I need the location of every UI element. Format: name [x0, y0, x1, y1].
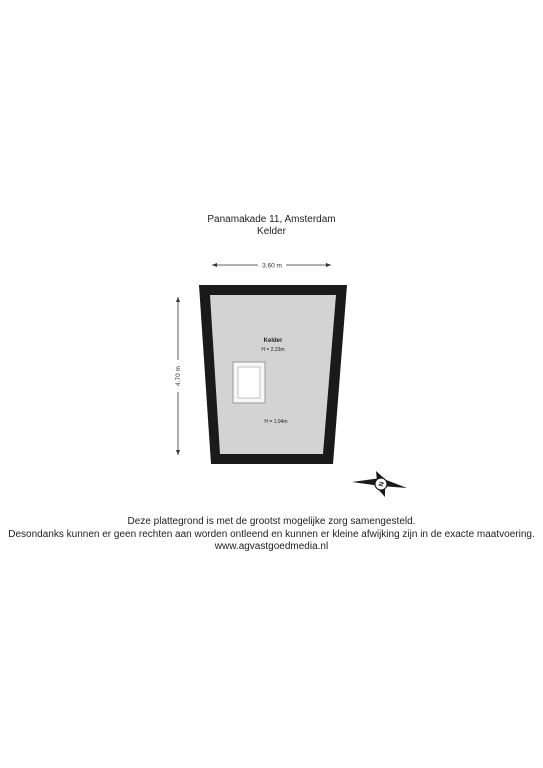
width-dimension [212, 263, 331, 270]
height-arrow-top [176, 297, 180, 302]
skylight [233, 362, 265, 403]
address-title: Panamakade 11, Amsterdam [207, 214, 336, 225]
room-name-label: Kelder [263, 338, 283, 344]
room-floor [210, 295, 336, 454]
width-arrow-left [212, 263, 217, 267]
skylight-glass [238, 367, 260, 398]
height-arrow-bottom [176, 450, 180, 455]
compass-letter: N [377, 481, 386, 488]
room-height-high-label: H = 2.23m [261, 347, 285, 353]
website-text: www.agvastgoedmedia.nl [214, 541, 329, 552]
disclaimer-line-1: Deze plattegrond is met de grootst mogelijke zorg samengesteld. [127, 516, 416, 527]
height-label: 4.70 m [175, 366, 182, 386]
width-arrow-right [326, 263, 331, 267]
disclaimer [0, 516, 543, 554]
floor-title: Kelder [257, 226, 286, 237]
width-label: 3.60 m [262, 262, 282, 270]
height-dimension [175, 297, 182, 455]
room-height-low-label: H = 1.94m [264, 419, 288, 425]
disclaimer-line-2: Desondanks kunnen er geen rechten aan worden ontleend en kunnen er kleine afwijking zijn in de exacte maatvoering. [8, 528, 535, 540]
compass-icon [352, 471, 407, 497]
